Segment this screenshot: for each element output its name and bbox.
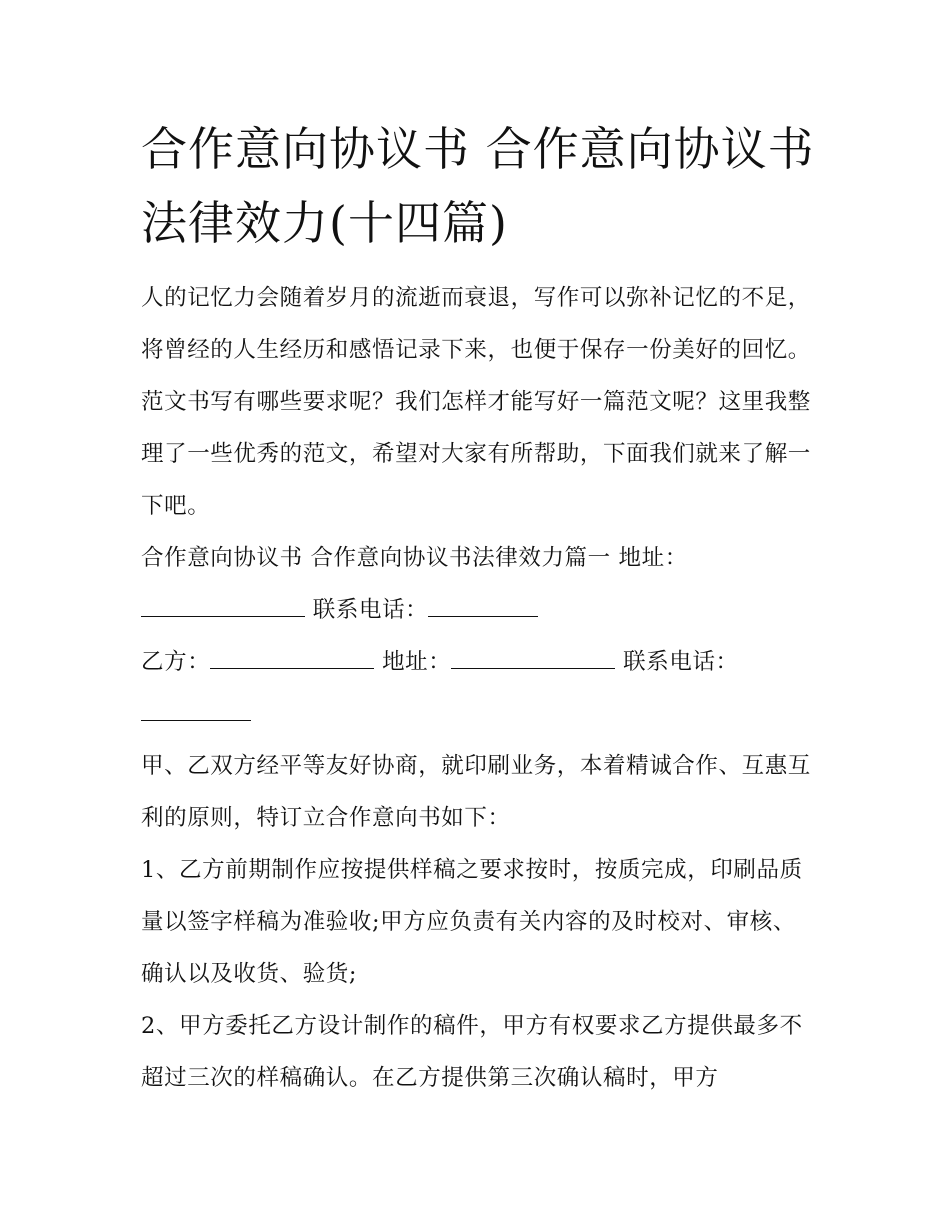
party-b-label: 乙方： [141, 649, 211, 675]
preamble-paragraph: 甲、乙双方经平等友好协商，就印刷业务，本着精诚合作、互惠互利的原则，特订立合作意向书如下： [141, 753, 811, 831]
phone-label: 联系电话： [312, 597, 429, 623]
clause-1: 1、乙方前期制作应按提供样稿之要求按时，按质完成，印刷品质量以签字样稿为准验收;甲方应负责有关内容的及时校对、审核、确认以及收货、验货; [141, 857, 803, 987]
contact-line-a [141, 584, 818, 636]
blank-field [141, 598, 305, 617]
blank-field [428, 598, 538, 617]
blank-field [141, 702, 251, 721]
document-title: 合作意向协议书 合作意向协议书法律效力(十四篇) [141, 122, 815, 250]
party-b-line [141, 636, 818, 740]
phone-label: 联系电话： [623, 649, 739, 675]
blank-field [451, 650, 615, 669]
intro-paragraph: 人的记忆力会随着岁月的流逝而衰退，写作可以弥补记忆的不足，将曾经的人生经历和感悟记录下来，也便于保存一份美好的回忆。范文书写有哪些要求呢？我们怎样才能写好一篇范文呢？这里我整理了一些优秀的范文，希望对大家有所帮助，下面我们就来了解一下吧。 [141, 285, 811, 519]
section-heading: 合作意向协议书 合作意向协议书法律效力篇一 地址： [141, 545, 688, 571]
address-label: 地址： [382, 649, 452, 675]
clause-2: 2、甲方委托乙方设计制作的稿件，甲方有权要求乙方提供最多不超过三次的样稿确认。在乙方提供第三次确认稿时，甲方 [141, 1013, 803, 1091]
blank-field [210, 650, 374, 669]
